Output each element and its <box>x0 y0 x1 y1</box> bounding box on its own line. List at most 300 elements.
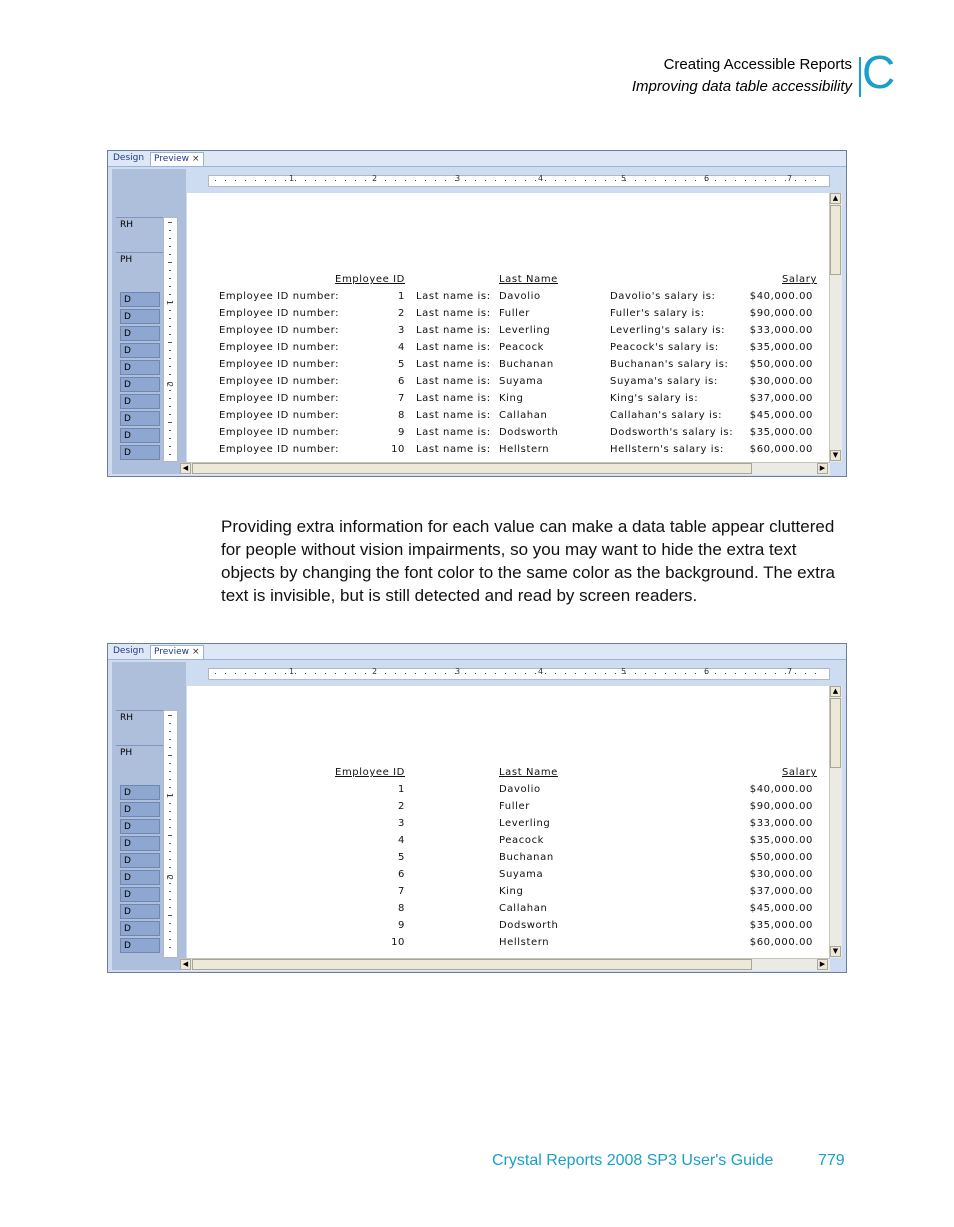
extra-text-employee-id: Employee ID number: <box>219 393 340 404</box>
extra-text-last-name: Last name is: <box>416 291 491 302</box>
ruler-tick <box>465 673 466 674</box>
ruler-tick <box>755 180 756 181</box>
section-label-detail[interactable]: D <box>120 377 160 392</box>
ruler-tick <box>169 731 171 732</box>
ruler-tick <box>785 673 786 674</box>
scroll-right-arrow-icon[interactable]: ▶ <box>817 463 828 474</box>
ruler-tick <box>169 278 171 279</box>
ruler-tick <box>169 787 171 788</box>
ruler-tick <box>169 246 171 247</box>
ruler-tick <box>355 673 356 674</box>
ruler-tick <box>595 673 596 674</box>
ruler-tick <box>169 747 171 748</box>
ruler-number: 7 <box>787 174 793 183</box>
salary-value: $33,000.00 <box>749 325 813 336</box>
ruler-tick <box>535 673 536 674</box>
ruler-tick <box>169 438 171 439</box>
extra-text-salary: Leverling's salary is: <box>610 325 726 336</box>
chapter-divider <box>859 57 861 97</box>
ruler-number: 2 <box>372 174 378 183</box>
ruler-tick <box>425 180 426 181</box>
ruler-tick <box>285 180 286 181</box>
ruler-tick <box>395 673 396 674</box>
ruler-number: 6 <box>704 667 710 676</box>
ruler-tick <box>169 723 171 724</box>
ruler-tick <box>675 180 676 181</box>
column-header-last-name: Last Name <box>499 767 558 778</box>
section-label-detail[interactable]: D <box>120 887 160 902</box>
ruler-tick <box>169 446 171 447</box>
salary-value: $35,000.00 <box>749 920 813 931</box>
section-label-detail[interactable]: D <box>120 428 160 443</box>
ruler-tick <box>555 180 556 181</box>
ruler-tick <box>169 254 171 255</box>
employee-id-value: 4 <box>398 342 405 353</box>
ruler-tick <box>169 931 171 932</box>
vertical-scrollbar[interactable] <box>829 686 842 958</box>
horizontal-scroll-thumb[interactable] <box>192 959 752 970</box>
last-name-value: Buchanan <box>499 359 554 370</box>
last-name-value: Callahan <box>499 410 548 421</box>
ruler-tick <box>285 673 286 674</box>
extra-text-last-name: Last name is: <box>416 342 491 353</box>
ruler-number: 4 <box>538 667 544 676</box>
ruler-tick <box>435 673 436 674</box>
extra-text-salary: Suyama's salary is: <box>610 376 718 387</box>
ruler-tick <box>595 180 596 181</box>
ruler-tick <box>295 673 296 674</box>
ruler-tick <box>395 180 396 181</box>
ruler-tick <box>168 915 172 916</box>
last-name-value: Peacock <box>499 342 545 353</box>
section-label-detail[interactable]: D <box>120 802 160 817</box>
ruler-tick <box>585 673 586 674</box>
ruler-number: 1 <box>289 174 295 183</box>
ruler-tick <box>655 180 656 181</box>
last-name-value: Leverling <box>499 818 551 829</box>
extra-text-employee-id: Employee ID number: <box>219 410 340 421</box>
section-label-detail[interactable]: D <box>120 326 160 341</box>
ruler-tick <box>215 180 216 181</box>
last-name-value: Davolio <box>499 291 541 302</box>
salary-value: $35,000.00 <box>749 342 813 353</box>
salary-value: $45,000.00 <box>749 903 813 914</box>
report-canvas <box>187 686 829 958</box>
ruler-number: 2 <box>165 381 175 388</box>
extra-text-employee-id: Employee ID number: <box>219 427 340 438</box>
extra-text-last-name: Last name is: <box>416 427 491 438</box>
ruler-tick <box>745 673 746 674</box>
ruler-tick <box>168 262 172 263</box>
tab-design[interactable]: Design <box>113 646 145 656</box>
ruler-tick <box>169 374 171 375</box>
extra-text-employee-id: Employee ID number: <box>219 308 340 319</box>
last-name-value: Fuller <box>499 308 530 319</box>
ruler-tick <box>169 827 171 828</box>
ruler-tick <box>315 673 316 674</box>
section-label-detail[interactable]: D <box>120 938 160 953</box>
extra-text-employee-id: Employee ID number: <box>219 342 340 353</box>
extra-text-last-name: Last name is: <box>416 308 491 319</box>
close-tab-icon[interactable]: × <box>192 154 200 164</box>
last-name-value: Dodsworth <box>499 427 559 438</box>
ruler-tick <box>345 180 346 181</box>
extra-text-employee-id: Employee ID number: <box>219 359 340 370</box>
ruler-tick <box>525 180 526 181</box>
ruler-tick <box>168 755 172 756</box>
extra-text-last-name: Last name is: <box>416 393 491 404</box>
ruler-tick <box>645 180 646 181</box>
ruler-number: 2 <box>372 667 378 676</box>
ruler-tick <box>275 673 276 674</box>
extra-text-employee-id: Employee ID number: <box>219 325 340 336</box>
ruler-tick <box>295 180 296 181</box>
employee-id-value: 5 <box>398 359 405 370</box>
extra-text-salary: Callahan's salary is: <box>610 410 723 421</box>
ruler-tick <box>545 180 546 181</box>
body-paragraph: Providing extra information for each value can make a data table appear cluttered for people without vision impairments, so you may want to hide the extra text objects by changing the font color to the same color as the background. The extra text is invisible, but is still detected and read by screen readers. <box>221 517 835 605</box>
last-name-value: Suyama <box>499 869 544 880</box>
extra-text-employee-id: Employee ID number: <box>219 376 340 387</box>
ruler-tick <box>715 180 716 181</box>
ruler-tick <box>725 180 726 181</box>
scroll-down-arrow-icon[interactable]: ▼ <box>830 946 841 957</box>
extra-text-salary: Hellstern's salary is: <box>610 444 724 455</box>
ruler-tick <box>385 673 386 674</box>
section-label-detail[interactable]: D <box>120 819 160 834</box>
ruler-tick <box>485 180 486 181</box>
ruler-tick <box>805 180 806 181</box>
ruler-tick <box>169 286 171 287</box>
section-label-detail[interactable]: D <box>120 411 160 426</box>
section-label-rh[interactable]: RH <box>116 710 164 725</box>
column-header-salary: Salary <box>781 274 817 285</box>
ruler-tick <box>665 673 666 674</box>
ruler-tick <box>169 350 171 351</box>
scroll-right-arrow-icon[interactable]: ▶ <box>817 959 828 970</box>
ruler-tick <box>168 835 172 836</box>
section-label-ph[interactable]: PH <box>116 252 164 267</box>
section-label-detail[interactable]: D <box>120 292 160 307</box>
employee-id-value: 1 <box>398 291 405 302</box>
ruler-tick <box>745 180 746 181</box>
last-name-value: Leverling <box>499 325 551 336</box>
ruler-tick <box>645 673 646 674</box>
ruler-tick <box>605 180 606 181</box>
tab-preview-label: Preview <box>154 154 190 164</box>
extra-text-salary: Peacock's salary is: <box>610 342 719 353</box>
last-name-value: Buchanan <box>499 852 554 863</box>
horizontal-scroll-thumb[interactable] <box>192 463 752 474</box>
ruler-tick <box>405 673 406 674</box>
ruler-tick <box>685 180 686 181</box>
ruler-tick <box>169 939 171 940</box>
section-label-detail[interactable]: D <box>120 904 160 919</box>
ruler-tick <box>169 334 171 335</box>
salary-value: $33,000.00 <box>749 818 813 829</box>
ruler-tick <box>169 883 171 884</box>
extra-text-last-name: Last name is: <box>416 410 491 421</box>
ruler-number: 6 <box>704 174 710 183</box>
extra-text-salary: Davolio's salary is: <box>610 291 716 302</box>
horizontal-scrollbar[interactable] <box>180 462 830 475</box>
employee-id-value: 2 <box>398 308 405 319</box>
section-label-ph[interactable]: PH <box>116 745 164 760</box>
ruler-tick <box>715 673 716 674</box>
ruler-tick <box>445 673 446 674</box>
ruler-tick <box>169 230 171 231</box>
employee-id-value: 4 <box>398 835 405 846</box>
ruler-tick <box>695 180 696 181</box>
extra-text-salary: King's salary is: <box>610 393 699 404</box>
salary-value: $40,000.00 <box>749 291 813 302</box>
section-label-detail[interactable]: D <box>120 921 160 936</box>
extra-text-salary: Fuller's salary is: <box>610 308 705 319</box>
vertical-ruler <box>163 217 178 462</box>
last-name-value: Suyama <box>499 376 544 387</box>
ruler-tick <box>755 673 756 674</box>
salary-value: $90,000.00 <box>749 308 813 319</box>
last-name-value: Dodsworth <box>499 920 559 931</box>
salary-value: $37,000.00 <box>749 393 813 404</box>
ruler-number: 5 <box>621 667 627 676</box>
ruler-tick <box>335 180 336 181</box>
horizontal-ruler <box>208 668 830 680</box>
ruler-number: 2 <box>165 874 175 881</box>
employee-id-value: 5 <box>398 852 405 863</box>
employee-id-value: 10 <box>391 937 405 948</box>
ruler-tick <box>169 310 171 311</box>
column-header-salary: Salary <box>781 767 817 778</box>
chapter-letter: C <box>862 46 896 98</box>
employee-id-value: 7 <box>398 886 405 897</box>
ruler-tick <box>225 673 226 674</box>
tab-preview[interactable] <box>150 645 204 659</box>
running-header-subtitle: Improving data table accessibility <box>631 78 852 95</box>
ruler-tick <box>565 673 566 674</box>
ruler-tick <box>169 366 171 367</box>
section-label-detail[interactable]: D <box>120 360 160 375</box>
ruler-tick <box>555 673 556 674</box>
ruler-tick <box>169 843 171 844</box>
ruler-tick <box>605 673 606 674</box>
ruler-tick <box>815 673 816 674</box>
scroll-left-arrow-icon[interactable]: ◀ <box>180 463 191 474</box>
employee-id-value: 8 <box>398 903 405 914</box>
vertical-scroll-thumb[interactable] <box>830 205 841 275</box>
salary-value: $50,000.00 <box>749 359 813 370</box>
ruler-tick <box>169 811 171 812</box>
ruler-tick <box>305 673 306 674</box>
ruler-tick <box>695 673 696 674</box>
section-label-detail[interactable]: D <box>120 394 160 409</box>
ruler-number: 7 <box>787 667 793 676</box>
ruler-tick <box>365 180 366 181</box>
ruler-tick <box>465 180 466 181</box>
ruler-tick <box>169 406 171 407</box>
tab-preview[interactable] <box>150 152 204 166</box>
ruler-tick <box>405 180 406 181</box>
scroll-up-arrow-icon[interactable]: ▲ <box>830 193 841 204</box>
ruler-tick <box>245 673 246 674</box>
extra-text-last-name: Last name is: <box>416 359 491 370</box>
ruler-tick <box>505 180 506 181</box>
ruler-tick <box>345 673 346 674</box>
section-label-detail[interactable]: D <box>120 309 160 324</box>
ruler-tick <box>435 180 436 181</box>
footer-book-title: Crystal Reports 2008 SP3 User's Guide <box>492 1152 774 1169</box>
close-tab-icon[interactable]: × <box>192 647 200 657</box>
extra-text-salary: Buchanan's salary is: <box>610 359 729 370</box>
ruler-tick <box>725 673 726 674</box>
salary-value: $50,000.00 <box>749 852 813 863</box>
column-header-employee-id: Employee ID <box>335 274 405 285</box>
last-name-value: King <box>499 886 524 897</box>
ruler-tick <box>265 180 266 181</box>
section-label-detail[interactable]: D <box>120 343 160 358</box>
employee-id-value: 10 <box>391 444 405 455</box>
section-label-detail[interactable]: D <box>120 445 160 460</box>
salary-value: $35,000.00 <box>749 835 813 846</box>
ruler-number: 1 <box>289 667 295 676</box>
extra-text-salary: Dodsworth's salary is: <box>610 427 734 438</box>
ruler-tick <box>169 867 171 868</box>
ruler-tick <box>169 326 171 327</box>
scroll-up-arrow-icon[interactable]: ▲ <box>830 686 841 697</box>
ruler-tick <box>169 923 171 924</box>
ruler-tick <box>169 430 171 431</box>
scroll-down-arrow-icon[interactable]: ▼ <box>830 450 841 461</box>
ruler-tick <box>475 673 476 674</box>
ruler-number: 1 <box>165 792 175 799</box>
ruler-tick <box>325 673 326 674</box>
ruler-tick <box>765 180 766 181</box>
extra-text-employee-id: Employee ID number: <box>219 444 340 455</box>
employee-id-value: 8 <box>398 410 405 421</box>
section-label-detail[interactable]: D <box>120 853 160 868</box>
extra-text-last-name: Last name is: <box>416 325 491 336</box>
salary-value: $37,000.00 <box>749 886 813 897</box>
section-label-detail[interactable]: D <box>120 836 160 851</box>
last-name-value: Davolio <box>499 784 541 795</box>
ruler-tick <box>169 891 171 892</box>
page-number: 779 <box>818 1152 845 1169</box>
ruler-tick <box>735 673 736 674</box>
ruler-tick <box>525 673 526 674</box>
employee-id-value: 2 <box>398 801 405 812</box>
ruler-tick <box>635 180 636 181</box>
ruler-tick <box>169 803 171 804</box>
ruler-tick <box>515 180 516 181</box>
ruler-tick <box>495 180 496 181</box>
tab-bar <box>108 644 846 660</box>
ruler-tick <box>215 673 216 674</box>
employee-id-value: 1 <box>398 784 405 795</box>
ruler-number: 3 <box>455 667 461 676</box>
ruler-tick <box>305 180 306 181</box>
ruler-tick <box>255 673 256 674</box>
ruler-number: 4 <box>538 174 544 183</box>
ruler-tick <box>168 715 172 716</box>
report-preview-screenshot-hidden-text <box>107 643 847 973</box>
ruler-tick <box>775 673 776 674</box>
ruler-tick <box>255 180 256 181</box>
report-preview-screenshot-with-extra-text <box>107 150 847 477</box>
ruler-tick <box>675 673 676 674</box>
ruler-tick <box>585 180 586 181</box>
ruler-number: 1 <box>165 299 175 306</box>
ruler-tick <box>265 673 266 674</box>
ruler-tick <box>168 342 172 343</box>
ruler-tick <box>169 270 171 271</box>
ruler-tick <box>169 907 171 908</box>
salary-value: $35,000.00 <box>749 427 813 438</box>
ruler-number: 5 <box>621 174 627 183</box>
ruler-tick <box>235 673 236 674</box>
employee-id-value: 6 <box>398 376 405 387</box>
ruler-tick <box>235 180 236 181</box>
employee-id-value: 9 <box>398 920 405 931</box>
ruler-tick <box>485 673 486 674</box>
horizontal-scrollbar[interactable] <box>180 958 830 971</box>
ruler-tick <box>785 180 786 181</box>
salary-value: $45,000.00 <box>749 410 813 421</box>
ruler-tick <box>515 673 516 674</box>
salary-value: $40,000.00 <box>749 784 813 795</box>
salary-value: $30,000.00 <box>749 869 813 880</box>
ruler-tick <box>655 673 656 674</box>
section-label-detail[interactable]: D <box>120 785 160 800</box>
section-label-detail[interactable]: D <box>120 870 160 885</box>
section-label-rh[interactable]: RH <box>116 217 164 232</box>
last-name-value: Fuller <box>499 801 530 812</box>
last-name-value: Peacock <box>499 835 545 846</box>
vertical-ruler <box>163 710 178 958</box>
ruler-tick <box>169 819 171 820</box>
tab-design[interactable]: Design <box>113 153 145 163</box>
ruler-tick <box>169 739 171 740</box>
ruler-tick <box>335 673 336 674</box>
horizontal-ruler <box>208 175 830 187</box>
extra-text-last-name: Last name is: <box>416 376 491 387</box>
ruler-tick <box>615 180 616 181</box>
vertical-scrollbar[interactable] <box>829 193 842 462</box>
column-header-employee-id: Employee ID <box>335 767 405 778</box>
ruler-tick <box>775 180 776 181</box>
vertical-scroll-thumb[interactable] <box>830 698 841 768</box>
tab-preview-label: Preview <box>154 647 190 657</box>
ruler-tick <box>415 180 416 181</box>
ruler-tick <box>545 673 546 674</box>
ruler-tick <box>169 899 171 900</box>
ruler-tick <box>169 851 171 852</box>
employee-id-value: 3 <box>398 325 405 336</box>
ruler-tick <box>635 673 636 674</box>
last-name-value: Hellstern <box>499 937 550 948</box>
employee-id-value: 7 <box>398 393 405 404</box>
ruler-tick <box>805 673 806 674</box>
ruler-tick <box>169 414 171 415</box>
ruler-tick <box>169 947 171 948</box>
ruler-tick <box>169 398 171 399</box>
ruler-tick <box>475 180 476 181</box>
scroll-left-arrow-icon[interactable]: ◀ <box>180 959 191 970</box>
running-header-title: Creating Accessible Reports <box>663 56 852 73</box>
ruler-tick <box>665 180 666 181</box>
extra-text-last-name: Last name is: <box>416 444 491 455</box>
ruler-tick <box>169 779 171 780</box>
salary-value: $60,000.00 <box>749 937 813 948</box>
